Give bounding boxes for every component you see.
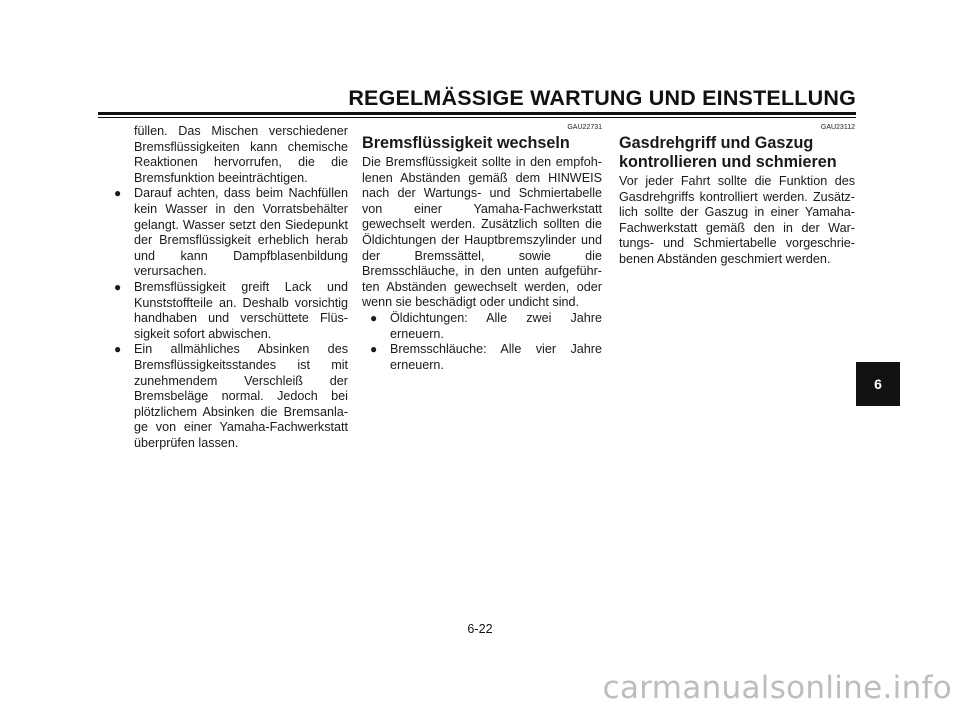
continued-paragraph: füllen. Das Mischen verschiedener Bremsflüssigkeiten kann chemische Reaktionen hervorrufen, die die Bremsfunktion beeinträchtigen. bbox=[134, 124, 348, 185]
chapter-tab: 6 bbox=[856, 362, 900, 406]
bullet-item: ● Öldichtungen: Alle zwei Jahre erneuern. bbox=[370, 311, 602, 342]
header-rule-thin bbox=[98, 117, 856, 118]
column-left bbox=[114, 124, 348, 451]
warning-bullet-list bbox=[114, 186, 348, 451]
watermark-text: carmanualsonline.info bbox=[602, 670, 952, 706]
page-header-title: REGELMÄSSIGE WARTUNG UND EINSTELLUNG bbox=[348, 86, 856, 110]
bullet-item: ● Darauf achten, dass beim Nachfüllen kein Wasser in den Vorratsbehälter gelangt. Wasser setzt den Siedepunkt der Bremsflüssigkeit erheblich herab und kann Dampfblasenbildung verursachen. bbox=[114, 186, 348, 280]
interval-bullet-list bbox=[362, 311, 602, 373]
section-heading-brake-fluid: Bremsflüssigkeit wechseln bbox=[362, 134, 570, 152]
bullet-item: ● Bremsschläuche: Alle vier Jahre erneuern. bbox=[370, 342, 602, 373]
reference-code: GAU22731 bbox=[567, 124, 602, 131]
header-rule-thick bbox=[98, 112, 856, 115]
section-body: Vor jeder Fahrt sollte die Funktion des Gasdrehgriffs kontrolliert werden. Zusätzlich sollte der Gaszug in einer Yamaha-Fachwerkstatt gemäß den in der Wartungs- und Schmiertabelle vorgeschriebenen Abständen geschmiert werden. bbox=[619, 174, 855, 266]
column-middle bbox=[362, 124, 602, 373]
bullet-item: ● Ein allmähliches Absinken des Bremsflüssigkeitsstandes ist mit zunehmendem Verschleiß der Bremsbeläge normal. Jedoch bei plötzlichem Absinken die Bremsanlage von einer Yamaha-Fachwerkstatt überprüfen lassen. bbox=[114, 342, 348, 451]
reference-code: GAU23112 bbox=[820, 124, 855, 131]
section-body: Die Bremsflüssigkeit sollte in den empfohlenen Abständen gemäß dem HINWEIS nach der Wartungs- und Schmiertabelle von einer Yamaha-Fachwerkstatt gewechselt werden. Zusätzlich sollten die Öldichtungen der Hauptbremszylinder und der Bremssättel, sowie die Bremsschläuche, in den unten aufgeführten Abständen gewechselt werden, oder wenn sie beschädigt oder undicht sind. bbox=[362, 155, 602, 310]
bullet-item: ● Bremsflüssigkeit greift Lack und Kunststoffteile an. Deshalb vorsichtig handhaben und verschüttete Flüssigkeit sofort abwischen. bbox=[114, 280, 348, 342]
page-number: 6-22 bbox=[467, 622, 493, 636]
column-right bbox=[619, 124, 855, 268]
section-heading-throttle: Gasdrehgriff und Gaszug kontrollieren und schmieren bbox=[619, 134, 837, 171]
